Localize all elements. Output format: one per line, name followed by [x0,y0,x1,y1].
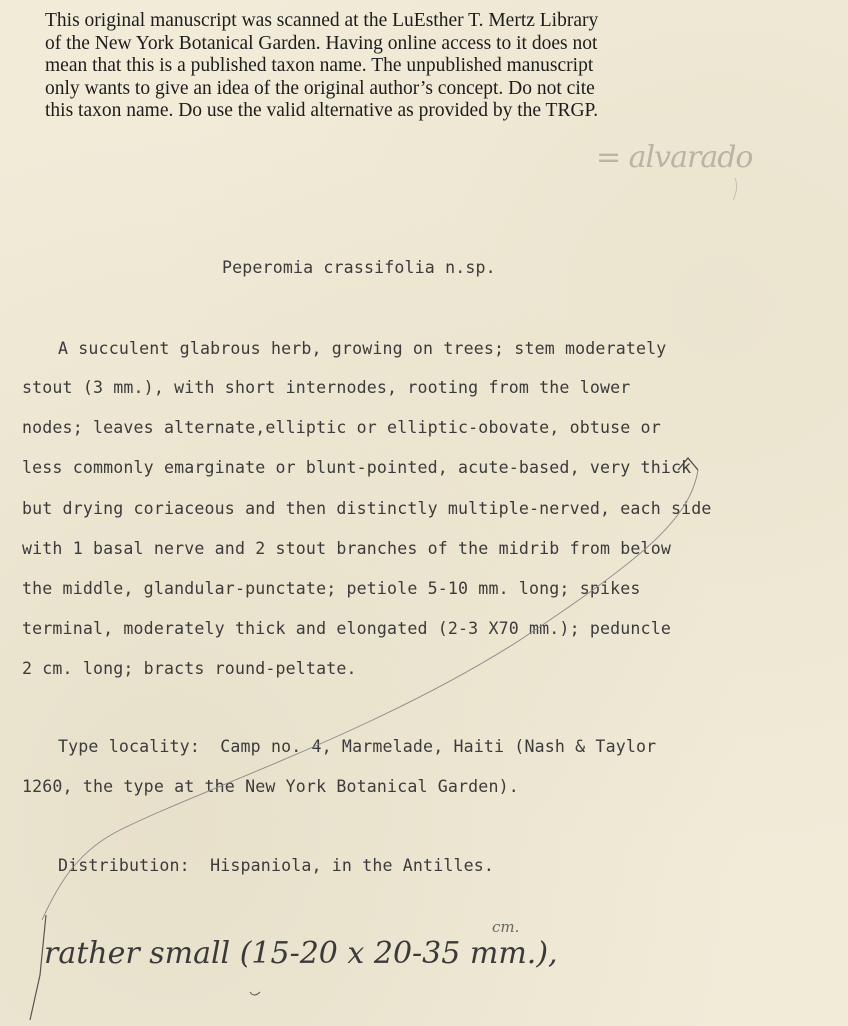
type-locality-line: Type locality: Camp no. 4, Marmelade, Haiti (Nash & Taylor [58,737,657,756]
handwritten-unit-note: cm. [492,918,520,936]
description-line: with 1 basal nerve and 2 stout branches of the midrib from below [22,539,671,558]
description-line: terminal, moderately thick and elongated (2-3 X70 mm.); peduncle [22,619,671,638]
small-pen-tick [250,992,260,995]
description-line: but drying coriaceous and then distinctly multiple-nerved, each side [22,499,712,518]
insertion-caret [678,458,698,470]
insertion-guide-line [42,470,698,920]
disclaimer-line: of the New York Botanical Garden. Having online access to it does not [45,32,598,54]
handwritten-insertion: rather small (15-20 x 20-35 mm.), [44,936,558,971]
disclaimer-line: mean that this is a published taxon name. The unpublished manuscript [45,55,594,76]
description-line: less commonly emarginate or blunt-pointed, acute-based, very thick [22,458,692,477]
description-line: the middle, glandular-punctate; petiole 5-10 mm. long; spikes [22,579,641,598]
distribution: Distribution: Hispaniola, in the Antilles. [58,856,495,875]
disclaimer-line: only wants to give an idea of the original author’s concept. Do not cite [45,77,595,99]
description-line: 2 cm. long; bracts round-peltate. [22,659,357,678]
description-line: stout (3 mm.), with short internodes, rooting from the lower [22,378,631,397]
description-line: nodes; leaves alternate,elliptic or elliptic-obovate, obtuse or [22,418,661,437]
species-title: Peperomia crassifolia n.sp. [222,258,496,277]
disclaimer-line: this taxon name. Do use the valid alternative as provided by the TRGP. [45,100,599,121]
pencil-annotation: = alvarado [596,140,753,175]
description-line: A succulent glabrous herb, growing on trees; stem moderately [58,339,667,358]
margin-pen-stroke [30,915,46,1020]
type-locality-line: 1260, the type at the New York Botanical Garden). [22,777,519,796]
pencil-stroke [733,178,737,200]
disclaimer-line: This original manuscript was scanned at the LuEsther T. Mertz Library [45,10,599,31]
